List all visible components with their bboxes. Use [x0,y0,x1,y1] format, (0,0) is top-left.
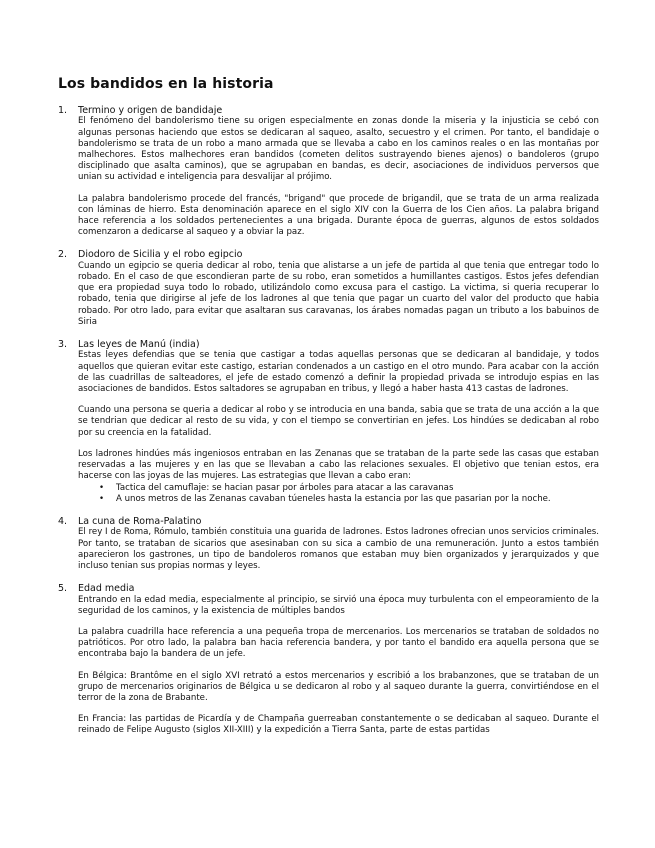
list-item [78,494,599,505]
section-number: 3. [58,339,68,351]
section-5 [58,583,599,736]
paragraph: Estas leyes defendias que se tenia que castigar a todas aquellas personas que se dedicaran al bandidaje, y todos aquellos que quieran evitar este castigo, estarian condenados a un castigo en el otro mundo. Para acabar con la acción de las cuadrillas de salteadores, el jefe de estado comenzó a definir la propiedad privada se introdujo espias en las asociaciones de bandidos. Estos saltadores se agrupaban en tribus, y llegó a haber hasta 413 castas de ladrones. [78,350,599,395]
section-title: Las leyes de Manú (india) [78,339,200,351]
list-item-text: A unos metros de las Zenanas cavaban túeneles hasta la estancia por las que pasarian por la noche. [116,493,551,504]
list-item [78,483,599,494]
paragraph: En Francia: las partidas de Picardía y de Champaña guerreaban constantemente o se dedicaban al saqueo. Durante el reinado de Felipe Augusto (siglos XII-XIII) y la expedición a Tierra Santa, parte de estas partidas [78,714,599,736]
section-4 [58,516,599,572]
section-number: 4. [58,515,68,527]
paragraph: Entrando en la edad media, especialmente al principio, se sirvió una época muy turbulenta con el empeoramiento de la seguridad de los caminos, y la existencia de múltiples bandos [78,594,599,616]
paragraph: El rey I de Roma, Rómulo, también constituia una guarida de ladrones. Estos ladrones ofrecian unos servicios criminales. Por tanto, se trataban de sicarios que asesinaban con su sica a cambio de una remuneración. Junto a estos también aparecieron los gastrones, un tipo de bandoleros romanos que estaban muy bien organizados y jerarquizados y que incluso tenian sus propias normas y leyes. [78,527,599,571]
section-1 [58,105,599,238]
section-number: 2. [58,249,68,261]
section-number: 1. [58,105,68,116]
bullet-list [78,483,599,505]
list-item-text: Tactica del camuflaje: se hacian pasar por árboles para atacar a las caravanas [116,482,454,493]
page-title: Los bandidos en la historia [58,76,274,92]
section-3 [58,339,599,505]
section-2 [58,249,599,328]
paragraph: Los ladrones hindúes más ingeniosos entraban en las Zenanas que se trataban de la parte sede las casas que estaban reservadas a las mujeres y en las que se llevaban a cabo las relaciones sexuales. El objetivo que tenian estos, era hacerse con las joyas de las mujeres. Las estrategias que llevan a cabo eran: [78,448,599,482]
paragraph: La palabra cuadrilla hace referencia a una pequeña tropa de mercenarios. Los mercenarios se trataban de soldados no patrióticos. Por otro lado, la palabra ban hacia referencia bandera, y por tanto el bandido era aquella persona que se encontraba bajo la bandera de un jefe. [78,626,599,660]
section-title: Edad media [78,583,135,595]
paragraph: Cuando una persona se queria a dedicar al robo y se introducia en una banda, sabia que se trata de una acción a la que se tendrian que dedicar al resto de su vida, y con el tiempo se convertirian en jefes. Los hindúes se dedicaban al robo por su creencia en la fatalidad. [78,405,599,438]
section-title: Termino y origen de bandidaje [78,105,223,116]
bullet-icon: • [99,482,105,493]
paragraph: La palabra bandolerismo procede del francés, "brigand" que procede de brigandil, que se trata de un arma realizada con láminas de hierro. Esta denominación aparece en el siglo XIV con la Guerra de los Cien años. La palabra brigand hace referencia a los soldados pertenecientes a una brigada. Durante época de guerras, algunos de estos soldados comenzaron a dedicarse al saqueo y a obviar la paz. [78,193,599,238]
paragraph: El fenómeno del bandolerismo tiene su origen especialmente en zonas donde la miseria y la injusticia se cebó con algunas personas haciendo que estos se dedicaran al saqueo, asalto, secuestro y el crimen. Por tanto, el bandidaje o bandolerismo se trata de un robo a mano armada que se llevaba a cabo en los caminos reales o en las montañas por malhechores. Estos malhechores eran bandidos (cometen delitos sustrayendo bienes ajenos) o bandoleros (grupo disciplinado que asalta caminos), que se agrupaban en bandas, es decir, asociaciones de individuos perversos que unian su actividad e inteligencia para desvalijar al prójimo. [78,116,599,183]
bullet-icon: • [99,493,105,504]
section-title: La cuna de Roma-Palatino [78,515,202,527]
paragraph: Cuando un egipcio se queria dedicar al robo, tenia que alistarse a un jefe de partida al que tenia que entregar todo lo robado. En el caso de que escondieran parte de su robo, eran sometidos a humillantes castigos. Estos jefes defendian que era propiedad suya todo lo robado, utilizándolo como excusa para el castigo. La victima, si queria recuperar lo robado, tenia que dirigirse al jefe de los ladrones al que tenia que pagar un cuarto del valor del producto que habia robado. Por otro lado, para evitar que asaltaran sus caravanas, los árabes nomadas pagan un tributo a los babuinos de Siria [78,260,599,327]
section-title: Diodoro de Sicilia y el robo egipcio [78,249,243,261]
paragraph: En Bélgica: Brantôme en el siglo XVI retrató a estos mercenarios y escribió a los brabanzones, que se trataban de un grupo de mercenarios originarios de Bélgica u se dedicaron al robo y al saqueo durante la guerra, convirtiéndose en el terror de la zona de Brabante. [78,670,599,703]
section-number: 5. [58,583,68,595]
